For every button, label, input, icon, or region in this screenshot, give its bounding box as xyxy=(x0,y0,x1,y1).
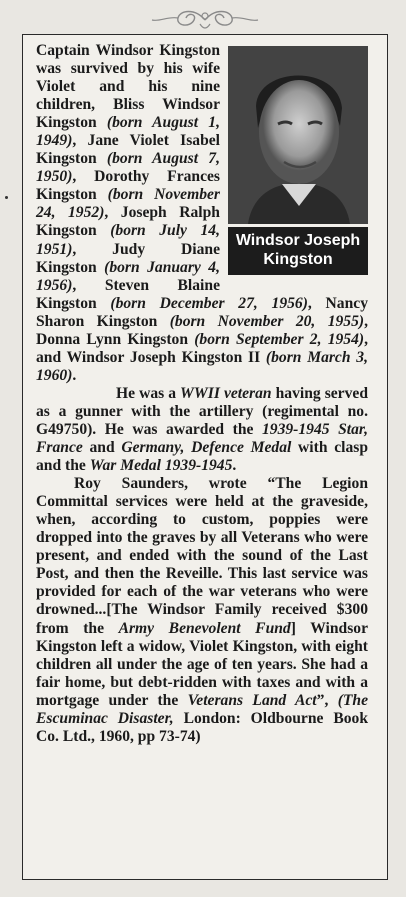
italic-text: 1939-1945 Star, France xyxy=(36,420,368,457)
body-text: ”, xyxy=(316,691,338,709)
italic-text: WWII veteran xyxy=(180,384,272,402)
body-text: , Dorothy Frances Kingston xyxy=(36,168,220,204)
body-text: . xyxy=(232,457,237,475)
body-text: , and Windsor Joseph Kingston II xyxy=(36,330,368,366)
body-text: , Joseph Ralph Kingston xyxy=(36,204,220,240)
italic-text: Veterans Land Act xyxy=(187,691,317,709)
body-text: , Judy Diane Kingston xyxy=(36,240,220,276)
service-paragraph xyxy=(36,385,368,475)
portrait-block xyxy=(228,46,368,275)
quote-paragraph xyxy=(36,475,368,746)
body-text: ] Windsor Kingston left a widow, Violet Kingston, with eight children all under the age of ten years. She had a fair home, but debt-ridden with taxes and with a mortgage under the xyxy=(36,619,368,709)
italic-text: (born August 1, 1949) xyxy=(36,114,221,150)
italic-text: (The Escuminac Disaster, xyxy=(36,691,368,727)
margin-mark xyxy=(5,196,8,199)
body-text: , Jane Violet Isabel Kingston xyxy=(36,132,220,168)
italic-text: (born July 14, 1951) xyxy=(36,222,221,258)
body-text: , Nancy Sharon Kingston xyxy=(36,294,368,330)
body-text: Captain Windsor Kingston was survived by his wife Violet and his nine children, Bliss Windsor Kingston xyxy=(36,42,220,132)
body-text: London: Oldbourne Book Co. Ltd., 1960, pp 73-74) xyxy=(36,709,368,745)
body-text: having served as a gunner with the artillery (regimental no. G49750). He was awarded the xyxy=(36,384,368,438)
italic-text: War Medal 1939-1945 xyxy=(89,457,233,475)
italic-text: (born January 4, 1956) xyxy=(36,258,220,294)
italic-text: Germany, Defence Medal xyxy=(121,439,292,457)
obituary-article xyxy=(36,42,368,746)
italic-text: (born March 3, 1960) xyxy=(36,348,368,384)
portrait-caption: Windsor Joseph Kingston xyxy=(228,227,368,275)
italic-text: (born September 2, 1954) xyxy=(194,330,365,348)
body-text: with clasp and the xyxy=(36,439,368,475)
body-text: , Donna Lynn Kingston xyxy=(36,312,368,348)
italic-text: (born November 20, 1955) xyxy=(169,312,365,330)
body-text: . xyxy=(72,366,77,384)
body-text: He was a xyxy=(116,384,181,402)
italic-text: (born November 24, 1952) xyxy=(36,186,220,222)
italic-text: Army Benevolent Fund xyxy=(118,619,291,637)
italic-text: (born August 7, 1950) xyxy=(36,150,221,186)
body-text: and xyxy=(82,439,122,457)
italic-text: (born December 27, 1956) xyxy=(110,294,308,312)
portrait-photo xyxy=(228,46,368,224)
body-text: Roy Saunders, wrote “The Legion Committal services were held at the graveside, when, according to custom, poppies were dropped into the graves by all Veterans who were present, and ended with the sound of the Last Post, and then the Reveille. This last service was provided for each of the war veterans who were drowned...[The Windsor Family received $300 from the xyxy=(36,475,368,637)
body-text: , Steven Blaine Kingston xyxy=(36,276,220,312)
decorative-flourish xyxy=(150,6,260,34)
